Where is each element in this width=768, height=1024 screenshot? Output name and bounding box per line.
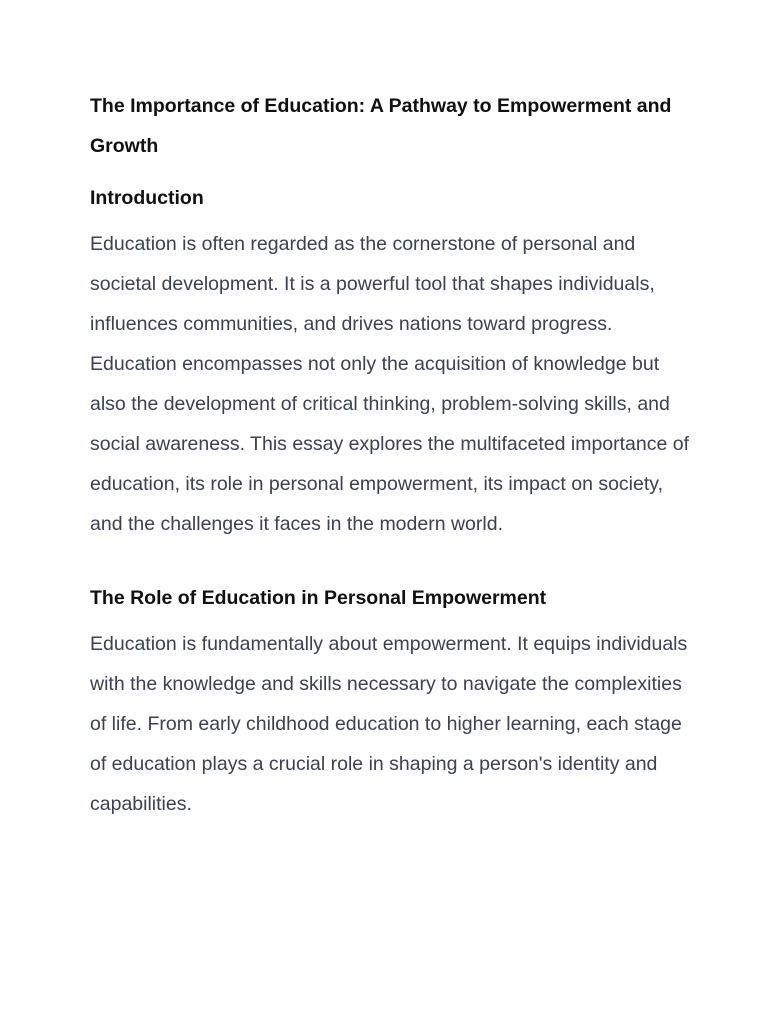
document-title: The Importance of Education: A Pathway to Empowerment and Growth bbox=[90, 95, 672, 157]
section-heading-introduction: Introduction bbox=[90, 187, 204, 209]
section-heading-personal-empowerment: The Role of Education in Personal Empowerment bbox=[90, 587, 547, 609]
personal-empowerment-paragraph: Education is fundamentally about empowerment. It equips individuals with the knowledge and skills necessary to navigate the complexities of life. From early childhood education to higher learning, each stage of education plays a crucial role in shaping a person's identity and capabilities. bbox=[90, 633, 688, 815]
introduction-paragraph: Education is often regarded as the cornerstone of personal and societal development. It is a powerful tool that shapes individuals, influences communities, and drives nations toward progress. Education encompasses not only the acquisition of knowledge but also the development of critical thinking, problem-solving skills, and social awareness. This essay explores the multifaceted importance of education, its role in personal empowerment, its impact on society, and the challenges it faces in the modern world. bbox=[90, 233, 690, 535]
document-content bbox=[90, 86, 700, 824]
